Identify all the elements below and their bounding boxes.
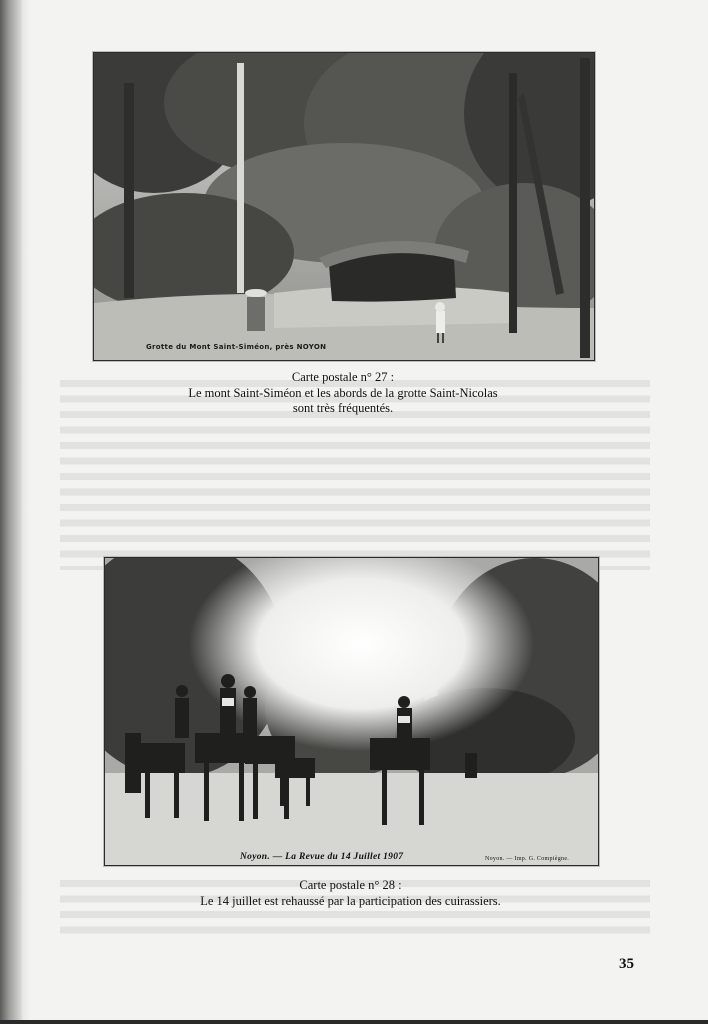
postcard-publisher: Noyon. — Imp. G. Compiègne. bbox=[485, 856, 570, 862]
caption-line: sont très fréquentés. bbox=[292, 401, 394, 415]
caption-line: Carte postale n° 28 : bbox=[299, 878, 402, 892]
caption-line: Le mont Saint-Siméon et les abords de la grotte Saint-Nicolas bbox=[188, 385, 498, 400]
postcard-photo-revue bbox=[104, 557, 599, 866]
scan-bottom-edge bbox=[0, 1020, 708, 1024]
figure-caption-27 bbox=[93, 370, 593, 417]
postcard-caption: Noyon. — La Revue du 14 Juillet 1907 bbox=[240, 852, 404, 862]
figure-caption-28 bbox=[104, 878, 597, 909]
caption-line: Carte postale n° 27 : bbox=[291, 370, 395, 384]
page-number: 35 bbox=[619, 956, 634, 972]
forest-grotto-illustration bbox=[94, 53, 594, 360]
caption-line: Le 14 juillet est rehaussé par la participation des cuirassiers. bbox=[200, 893, 501, 908]
page-edge bbox=[22, 0, 30, 1024]
cavalry-parade-illustration bbox=[105, 558, 598, 865]
postcard-photo-grotte bbox=[93, 52, 595, 361]
postcard-caption: Grotte du Mont Saint-Siméon, près NOYON bbox=[146, 343, 327, 351]
book-gutter-shadow bbox=[0, 0, 22, 1024]
